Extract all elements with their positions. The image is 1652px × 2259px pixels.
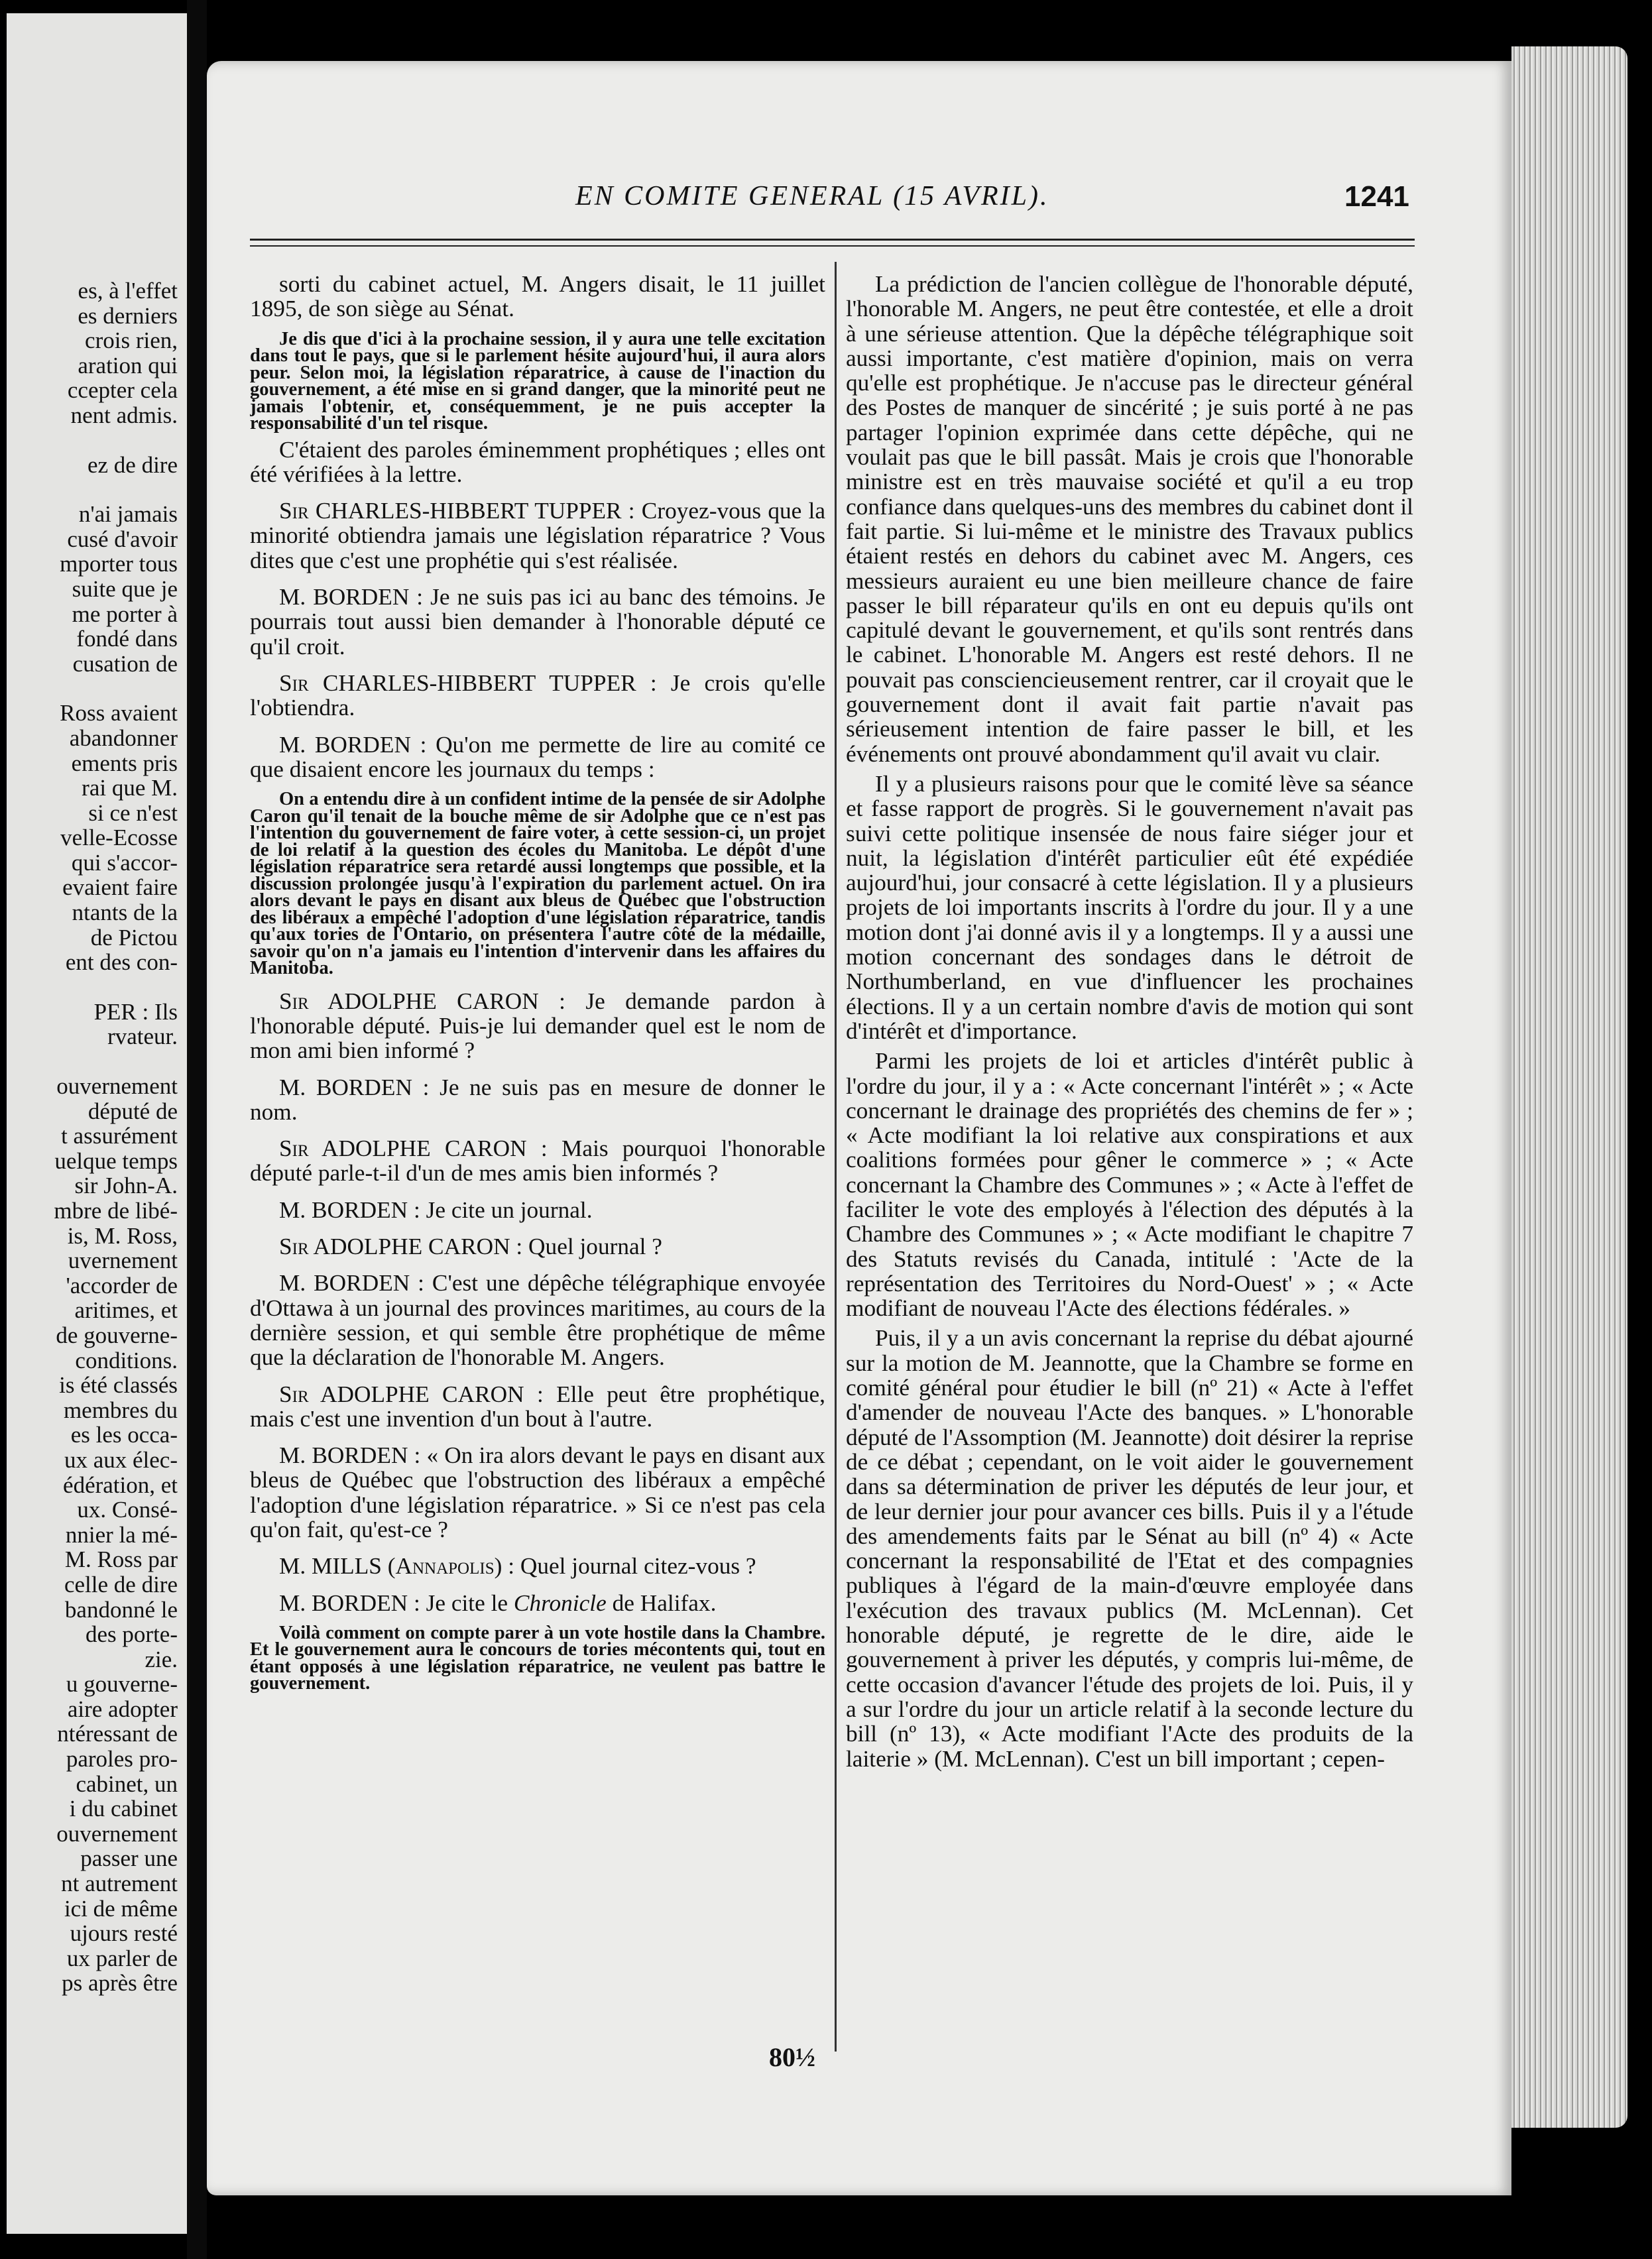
speech-paragraph — [250, 1554, 825, 1578]
signature-mark: 80½ — [769, 2042, 815, 2072]
facing-page-line: des porte- — [86, 1621, 178, 1648]
header-rule — [250, 239, 1415, 241]
facing-page-line: is été classés — [59, 1372, 178, 1399]
body-paragraph: Il y a plusieurs raisons pour que le comité lève sa séance et fasse rapport de progrès. Si le gouvernement n'avait pas suivi cette politique insensée de nous faire siéger jour et nuit, la législation d'intérêt particulier eût été expédiée aujourd'hui, jour consacré à cette législation. Il y a plusieurs projets de loi importants inscrits à l'ordre du jour. Il y a une motion dont j'ai donné avis il y a longtemps. Il y a aussi une motion concernant des sondages dans le détroit de Northumberland, en vue d'influencer les prochaines élections. Il y a un certain nombre d'avis de motion qui sont d'intérêt et d'importance. — [846, 770, 1413, 1044]
facing-page-line: es les occa- — [70, 1422, 178, 1448]
facing-page-line: ujours resté — [70, 1920, 178, 1947]
speech-text: Elle peut être prophétique, mais c'est une invention d'un bout à l'autre. — [250, 1381, 825, 1432]
running-head: EN COMITE GENERAL (15 AVRIL). — [575, 181, 1049, 211]
facing-page-line: mbre de libé- — [54, 1198, 178, 1224]
facing-page-line: uvernement — [68, 1247, 178, 1274]
quoted-passage: On a entendu dire à un confident intime de la pensée de sir Adolphe Caron qu'il tenait de la bouche même de sir Adolphe que ce n'est pas l'intention du gouvernement de faire voter, à cette session-ci, un projet de loi relatif à la question des écoles du Manitoba. Le dépôt d'une législation réparatrice sera retardé aussi longtemps que possible, et la discussion prolongée jusqu'à l'expiration du parlement actuel. On ira alors devant le pays en disant aux bleus de Québec que l'obstruction des libéraux a empêché l'adoption d'une législation réparatrice, tandis qu'aux tories de l'Ontario, on présentera l'autre côté de la médaille, savoir qu'on n'a jamais eu l'intention d'intervenir dans les affaires du Manitoba. — [250, 789, 825, 979]
speech-paragraph — [250, 498, 825, 573]
quoted-passage: Voilà comment on compte parer à un vote hostile dans la Chambre. Et le gouvernement aura le concours de tories mécontents qui, tout en étant opposés à une législation réparatrice, ne veulent pas battre le gouvernement. — [250, 1622, 825, 1694]
speaker-name: Sir ADOLPHE CARON : — [279, 1381, 544, 1407]
right-column — [846, 272, 1413, 1776]
facing-page-line: paroles pro- — [66, 1746, 178, 1772]
facing-page-line: ouvernement — [56, 1820, 178, 1847]
facing-page-line: cusé d'avoir — [67, 526, 178, 552]
facing-page-line: evaient faire — [62, 874, 178, 901]
facing-page-line: 'accorder de — [66, 1272, 178, 1299]
speech-paragraph — [250, 732, 825, 782]
facing-page-line: abandonner — [69, 724, 178, 751]
speaker-name: Sir ADOLPHE CARON : — [279, 1135, 548, 1162]
facing-page-line: de gouverne- — [56, 1322, 178, 1348]
line-gap — [7, 676, 187, 701]
facing-page-line: cusation de — [72, 650, 178, 677]
facing-page-text — [7, 278, 187, 1996]
speech-paragraph — [250, 1198, 825, 1222]
facing-page-line: fondé dans — [76, 626, 178, 652]
speech-paragraph — [250, 1075, 825, 1125]
facing-page-line: édération, et — [63, 1472, 178, 1498]
facing-page-line: cabinet, un — [76, 1770, 178, 1797]
facing-page-line: ux aux élec- — [64, 1446, 178, 1473]
facing-page-line: nt autrement — [61, 1871, 178, 1897]
facing-page-line: mporter tous — [60, 551, 178, 577]
facing-page-line: ux parler de — [66, 1945, 178, 1971]
speaker-name: M. BORDEN : — [279, 584, 424, 610]
facing-page-line: n'ai jamais — [78, 501, 178, 528]
speaker-name: Sir CHARLES-HIBBERT TUPPER : — [279, 669, 657, 696]
speaker-name: M. BORDEN : — [279, 1196, 420, 1223]
facing-page-line: nnier la mé- — [65, 1521, 178, 1548]
page-number: 1241 — [1344, 180, 1409, 213]
speech-paragraph — [250, 1591, 825, 1615]
speech-text: Je cite le — [420, 1590, 508, 1616]
header-rule-thin — [250, 245, 1415, 247]
facing-page-line: si ce n'est — [88, 799, 178, 826]
facing-page-line: ux. Consé- — [77, 1497, 178, 1523]
facing-page-line: qui s'accor- — [71, 849, 178, 876]
left-column — [250, 272, 825, 1698]
speech-paragraph — [250, 671, 825, 721]
facing-page-line: ent des con- — [65, 949, 178, 976]
speaker-name: M. BORDEN : — [279, 1074, 430, 1100]
speech-text: « On ira alors devant le pays en disant aux bleus de Québec que l'obstruction des libéraux a empêché l'adoption d'une législation réparatrice. » Si ce n'est pas cela qu'on fait, qu'est-ce ? — [250, 1442, 825, 1542]
facing-page-line: ccepter cela — [67, 377, 178, 404]
book-gutter — [187, 0, 207, 2259]
speech-paragraph — [250, 1136, 825, 1186]
facing-page-line: ntants de la — [72, 899, 178, 926]
speech-text: Je crois qu'elle l'obtiendra. — [250, 669, 825, 721]
speech-text: Quel journal citez-vous ? — [514, 1553, 756, 1580]
facing-page-line: aire adopter — [67, 1696, 178, 1722]
speech-text: C'est une dépêche télégraphique envoyée d'Ottawa à un journal des provinces maritimes, au cours de la dernière session, et qui semble être prophétique de même que la déclaration de l'honorable M. Angers. — [250, 1270, 825, 1371]
facing-page-line: zie. — [145, 1646, 178, 1672]
facing-page-line: passer une — [80, 1845, 178, 1872]
facing-page-line: suite que je — [72, 575, 178, 602]
body-paragraph: C'étaient des paroles éminemment prophétiques ; elles ont été vérifiées à la lettre. — [250, 436, 825, 487]
body-paragraph: La prédiction de l'ancien collègue de l'honorable député, l'honorable M. Angers, ne peut être contestée, et elle a droit à une sérieuse attention. Que la dépêche télégraphique soit aussi importante, c'est matière d'opinion, mais on verra qu'elle est prophétique. Je n'accuse pas le directeur général des Postes de manquer de sincérité ; je suis porté à ne pas partager l'opinion exprimée dans cette dépêche, qui ne voulait pas que le bill passât. Mais je crois que l'honorable ministre est en très mauvaise société et qu'il a eu trop confiance dans quelques-uns des membres du cabinet dont il fait partie. Si lui-même et le ministre des Travaux publics étaient restés en dehors du cabinet avec M. Angers, ces messieurs auraient eu une bien meilleure chance de faire passer le bill réparateur qu'ils en ont eu depuis qu'ils ont capitulé devant le gouvernement, et qu'ils sont rentrés dans le cabinet. L'honorable M. Angers est resté dehors. Il ne pouvait pas consciencieusement rentrer, car il croyait que le gouvernement dont il avait fait partie n'avait pas sérieusement intention de faire passer le bill, et les événements ont prouvé abondamment qu'il avait vu clair. — [846, 272, 1413, 767]
facing-page-line: PER : Ils — [93, 998, 178, 1025]
facing-page-line: ouvernement — [56, 1073, 178, 1100]
speech-text: Je demande pardon à l'honorable député. Puis-je lui demander quel est le nom de mon ami bien informé ? — [250, 988, 825, 1064]
speaker-name: Sir ADOLPHE CARON : — [279, 1234, 523, 1260]
body-paragraph: Puis, il y a un avis concernant la reprise du débat ajourné sur la motion de M. Jeannotte, que la Chambre se forme en comité général pour étudier le bill (nº 21) « Acte à l'effet d'amender de nouveau l'Acte des banques. » L'honorable député de l'Assomption (M. Jeannotte) doit désirer la reprise de ce débat ; cependant, on le voit aider le gouvernement dans sa détermination de priver les députés de leur jour, et de leur dernier jour pour avancer ces bills. Puis il y a l'étude des amendements faits par le Sénat au bill (nº 4) « Acte concernant la responsabilité de l'Etat et des compagnies publiques à l'égard de la main-d'œuvre employée dans l'exécution des travaux publics (M. McLennan). Cet honorable député, je regrette de le dire, aide le gouvernement à priver les députés, y compris lui-même, de cette occasion d'avancer l'étude des projets de loi. Puis, il y a sur l'ordre du jour un article relatif à la seconde lecture du bill (nº 13), « Acte modifiant l'Acte des produits de la laiterie » (M. McLennan). C'est un bill important ; cepen- — [846, 1325, 1413, 1772]
body-paragraph: Parmi les projets de loi et articles d'intérêt public à l'ordre du jour, il y a : « Acte concernant l'intérêt » ; « Acte concernant le drainage des propriétés des chemins de fer » ; « Acte modifiant la loi relative aux conspirations et aux coalitions formées pour gêner le commerce » ; « Acte concernant la Chambre des Communes » ; « Acte à l'effet de faciliter le vote des employés à l'élection des députés à la Chambre des Communes » ; « Acte modifiant le chapitre 7 des Statuts revisés du Canada, intitulé : 'Acte de la représentation des Territoires du Nord-Ouest' » ; « Acte modifiant de nouveau l'Acte des élections fédérales. » — [846, 1048, 1413, 1322]
facing-page-line: aritimes, et — [74, 1297, 178, 1324]
column-divider — [835, 262, 837, 2052]
facing-page-line: membres du — [63, 1397, 178, 1423]
speech-paragraph — [250, 1234, 825, 1259]
facing-page-line: ici de même — [64, 1895, 178, 1922]
facing-page-line: u gouverne- — [66, 1671, 178, 1698]
facing-page-line: sir John-A. — [74, 1173, 178, 1199]
speech-paragraph — [250, 1271, 825, 1369]
speech-text: Je ne suis pas en mesure de donner le nom. — [250, 1074, 825, 1125]
facing-page-line: es, à l'effet — [78, 278, 178, 304]
speaker-name: M. BORDEN : — [279, 1270, 424, 1297]
facing-page-line: ps après être — [62, 1970, 178, 1997]
facing-page-fragment — [7, 13, 190, 2234]
page-edges — [1511, 46, 1627, 2128]
facing-page-line: aration qui — [78, 352, 178, 378]
speech-text: Qu'on me permette de lire au comité ce que disaient encore les journaux du temps : — [250, 731, 825, 782]
speaker-name: M. BORDEN : — [279, 731, 427, 758]
speech-text-tail: de Halifax. — [606, 1590, 717, 1616]
facing-page-line: ez de dire — [87, 451, 178, 478]
facing-page-line: rai que M. — [82, 775, 178, 801]
facing-page-line: celle de dire — [64, 1571, 178, 1597]
speech-paragraph — [250, 585, 825, 659]
facing-page-line: ements pris — [71, 750, 178, 776]
speaker-name: Sir ADOLPHE CARON : — [279, 988, 565, 1014]
facing-page-line: me porter à — [72, 601, 178, 627]
facing-page-line: Ross avaient — [60, 700, 178, 726]
speech-paragraph — [250, 1382, 825, 1432]
speech-text: Quel journal ? — [522, 1234, 662, 1260]
line-gap — [7, 477, 187, 502]
speech-text: Croyez-vous que la minorité obtiendra jamais une législation réparatrice ? Vous dites que c'est une prophétie qui s'est réalisée. — [250, 498, 825, 573]
newspaper-title: Chronicle — [513, 1590, 607, 1616]
speaker-name: M. MILLS (Annapolis) : — [279, 1553, 514, 1580]
facing-page-line: député de — [88, 1098, 178, 1124]
speech-paragraph — [250, 989, 825, 1063]
facing-page-line: nent admis. — [70, 402, 178, 428]
facing-page-line: rvateur. — [107, 1023, 178, 1050]
facing-page-line: is, M. Ross, — [67, 1222, 178, 1249]
speech-paragraph — [250, 1443, 825, 1542]
facing-page-line: uelque temps — [54, 1147, 178, 1174]
facing-page-line: velle-Ecosse — [60, 825, 178, 851]
speaker-name: M. BORDEN : — [279, 1590, 420, 1616]
line-gap — [7, 428, 187, 453]
facing-page-line: t assurément — [61, 1123, 178, 1149]
facing-page-line: ntéressant de — [57, 1721, 178, 1747]
speech-text: Je cite un journal. — [420, 1196, 593, 1223]
facing-page-line: bandonné le — [64, 1596, 178, 1623]
facing-page-line: i du cabinet — [69, 1796, 178, 1822]
facing-page-line: conditions. — [75, 1347, 178, 1373]
facing-page-line: crois rien, — [85, 327, 178, 354]
line-gap — [7, 975, 187, 1000]
body-paragraph: sorti du cabinet actuel, M. Angers disait, le 11 juillet 1895, de son siège au Sénat. — [250, 272, 825, 322]
line-gap — [7, 1049, 187, 1074]
facing-page-line: M. Ross par — [64, 1546, 178, 1573]
speaker-name: Sir CHARLES-HIBBERT TUPPER : — [279, 498, 635, 524]
speaker-name: M. BORDEN : — [279, 1442, 421, 1469]
speech-text: Mais pourquoi l'honorable député parle-t-il d'un de mes amis bien informés ? — [250, 1135, 825, 1187]
speech-text: Je ne suis pas ici au banc des témoins. Je pourrais tout aussi bien demander à l'honorable député ce qu'il croit. — [250, 584, 825, 660]
scan-frame-right — [1627, 40, 1652, 2161]
facing-page-line: es derniers — [78, 302, 178, 329]
facing-page-line: de Pictou — [90, 924, 178, 951]
quoted-passage: Je dis que d'ici à la prochaine session, il y aura une telle excitation dans tout le pays, que si le parlement hésite aujourd'hui, il aura alors peur. Selon moi, la législation réparatrice, à cause de l'inaction du gouvernement, a été mise en si grand danger, que la minorité peut ne jamais l'obtenir, et, conséquemment, je ne puis accepter la responsabilité d'un tel risque. — [250, 328, 825, 434]
